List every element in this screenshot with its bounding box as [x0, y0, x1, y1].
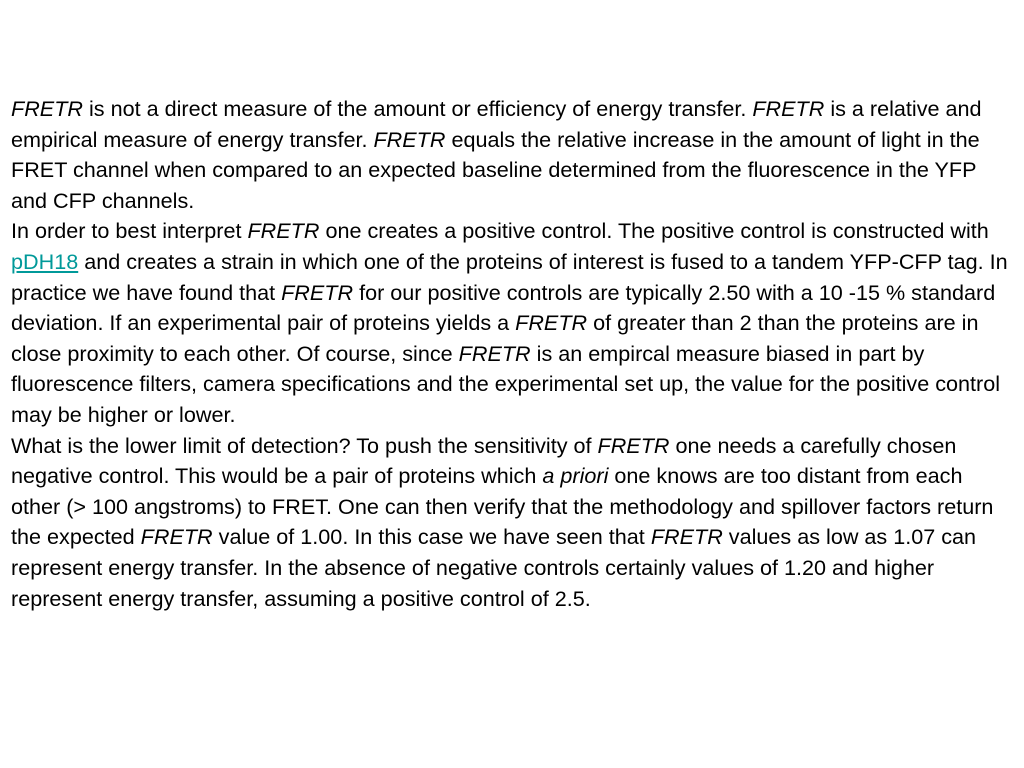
- text-segment: value of 1.00. In this case we have seen that: [212, 524, 651, 550]
- text-segment: In order to best interpret: [11, 218, 248, 244]
- term-fretr: FRETR: [650, 524, 723, 550]
- text-segment: values as low as 1.07 can represent energy transfer. In the absence of negative controls certainly values of 1.20 and higher represent energy transfer, assuming a positive control of 2.5.: [11, 524, 977, 611]
- text-segment: is an empircal measure biased in part by fluorescence filters, camera specifications and the experimental set up, the value for the positive control may be higher or lower.: [11, 340, 1001, 427]
- term-fretr: FRETR: [11, 96, 83, 121]
- text-segment: What is the lower limit of detection? To push the sensitivity of: [11, 432, 598, 458]
- text-segment: one needs a carefully chosen negative control. This would be a pair of proteins which: [11, 432, 957, 489]
- term-fretr: FRETR: [752, 96, 825, 121]
- term-fretr: FRETR: [458, 340, 531, 366]
- text-segment: for our positive controls are typically 2.50 with a 10 -15 % standard deviation. If an experimental pair of proteins yields a: [11, 279, 996, 336]
- text-segment: and creates a strain in which one of the proteins of interest is fused to a tandem YFP-CFP tag. In practice we have found that: [11, 248, 1008, 305]
- term-fretr: FRETR: [140, 524, 213, 550]
- paragraph-fretr-definition: [11, 94, 1011, 216]
- term-fretr: FRETR: [597, 432, 670, 458]
- paragraph-negative-control: [11, 431, 1011, 615]
- text-segment: is not a direct measure of the amount or efficiency of energy transfer.: [82, 96, 753, 121]
- term-fretr: FRETR: [515, 310, 588, 336]
- text-segment: is a relative and empirical measure of energy transfer.: [11, 96, 982, 152]
- text-segment: equals the relative increase in the amount of light in the FRET channel when compared to an expected baseline determined from the fluorescence in the YFP and CFP channels.: [11, 126, 980, 213]
- text-segment: of greater than 2 than the proteins are in close proximity to each other. Of course, since: [11, 310, 979, 366]
- slide-text-body: [11, 94, 1011, 614]
- text-segment: one knows are too distant from each other (> 100 angstroms) to FRET. One can then verify that the methodology and spillover factors return the expected: [11, 463, 994, 550]
- term-fretr: FRETR: [373, 126, 446, 152]
- paragraph-positive-control: [11, 216, 1011, 430]
- term-fretr: FRETR: [281, 279, 354, 305]
- term-fretr: FRETR: [247, 218, 320, 244]
- term-a-priori: a priori: [542, 463, 609, 489]
- pdh18-link[interactable]: pDH18: [11, 248, 79, 274]
- text-segment: one creates a positive control. The positive control is constructed with: [319, 218, 989, 244]
